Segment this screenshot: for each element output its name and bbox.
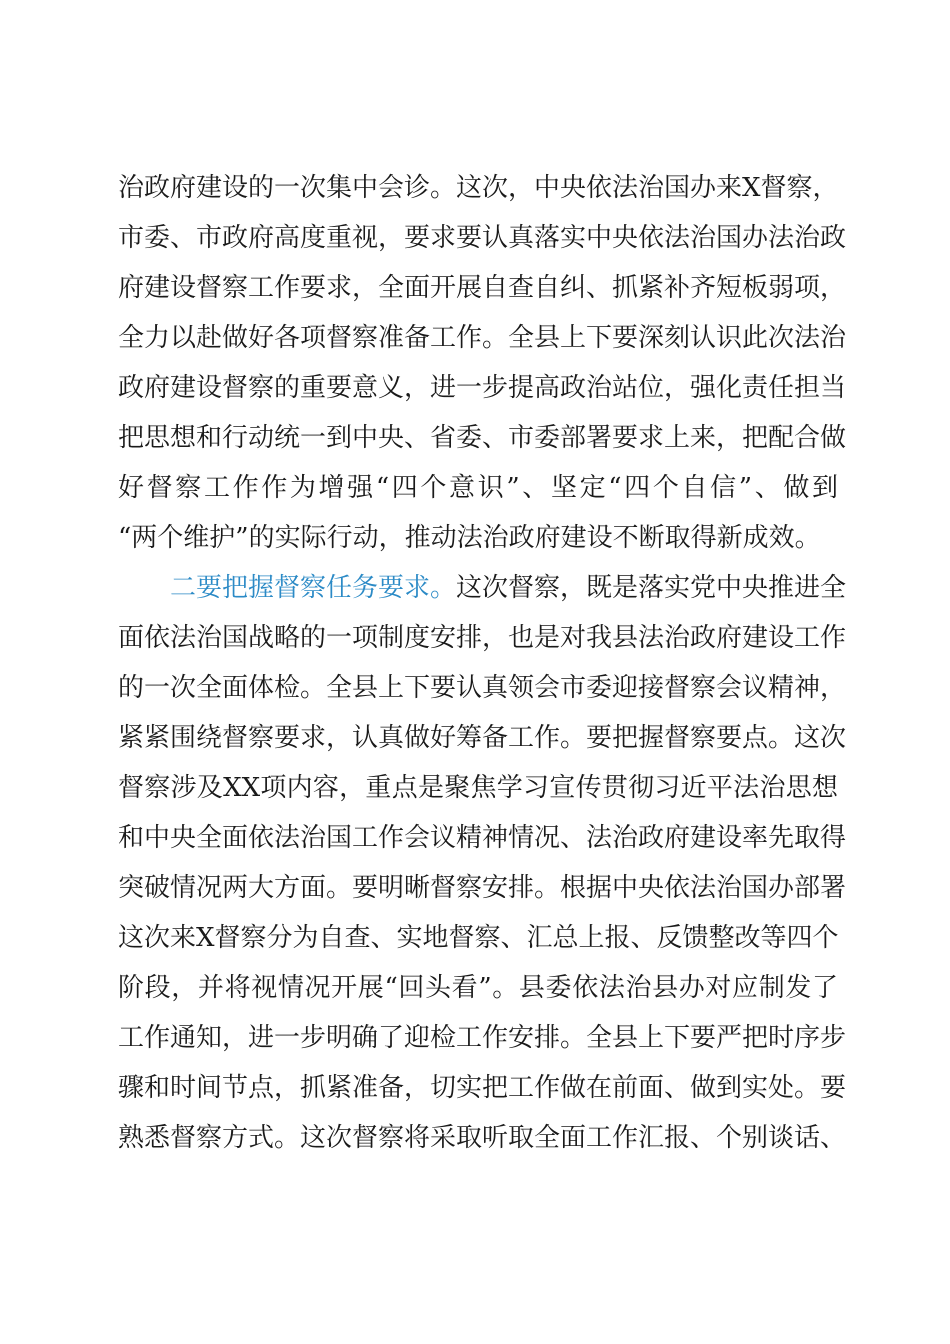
- text-line: 阶段，并将视情况开展“回头看”。县委依法治县办对应制发了: [118, 973, 838, 1003]
- text-line: 的一次全面体检。全县上下要认真领会市委迎接督察会议精神，: [118, 673, 847, 703]
- text-line: 治政府建设的一次集中会诊。这次，中央依法治国办来X督察，: [118, 173, 839, 203]
- text-line: 政府建设督察的重要意义，进一步提高政治站位，强化责任担当: [118, 373, 847, 403]
- text-line: 全力以赴做好各项督察准备工作。全县上下要深刻认识此次法治: [118, 323, 847, 353]
- text-line: “两个维护”的实际行动，推动法治政府建设不断取得新成效。: [118, 523, 821, 553]
- document-body: [118, 163, 847, 1163]
- text-line: 熟悉督察方式。这次督察将采取听取全面工作汇报、个别谈话、: [118, 1123, 847, 1153]
- text-line: 好督察工作作为增强“四个意识”、坚定“四个自信”、做到: [118, 473, 838, 503]
- text-line: 府建设督察工作要求，全面开展自查自纠、抓紧补齐短板弱项，: [118, 273, 847, 303]
- text-line: 工作通知，进一步明确了迎检工作安排。全县上下要严把时序步: [118, 1023, 847, 1053]
- text-line: 把思想和行动统一到中央、省委、市委部署要求上来，把配合做: [118, 423, 847, 453]
- text-line: 骤和时间节点，抓紧准备，切实把工作做在前面、做到实处。要: [118, 1073, 847, 1103]
- text-run: 这次督察，既是落实党中央推进全: [456, 573, 847, 603]
- text-line: 和中央全面依法治国工作会议精神情况、法治政府建设率先取得: [118, 823, 847, 853]
- paragraph-1: [118, 163, 847, 563]
- paragraph-2: [118, 563, 847, 1163]
- text-line: 面依法治国战略的一项制度安排，也是对我县法治政府建设工作: [118, 623, 847, 653]
- section-heading: 二要把握督察任务要求。: [170, 573, 457, 603]
- text-line: 这次来X督察分为自查、实地督察、汇总上报、反馈整改等四个: [118, 923, 839, 953]
- text-line: 突破情况两大方面。要明晰督察安排。根据中央依法治国办部署: [118, 873, 847, 903]
- text-line: 紧紧围绕督察要求，认真做好筹备工作。要把握督察要点。这次: [118, 723, 847, 753]
- paragraph-2-first-line: [118, 563, 847, 613]
- text-line: 督察涉及XX项内容，重点是聚焦学习宣传贯彻习近平法治思想: [118, 773, 838, 803]
- text-line: 市委、市政府高度重视，要求要认真落实中央依法治国办法治政: [118, 223, 847, 253]
